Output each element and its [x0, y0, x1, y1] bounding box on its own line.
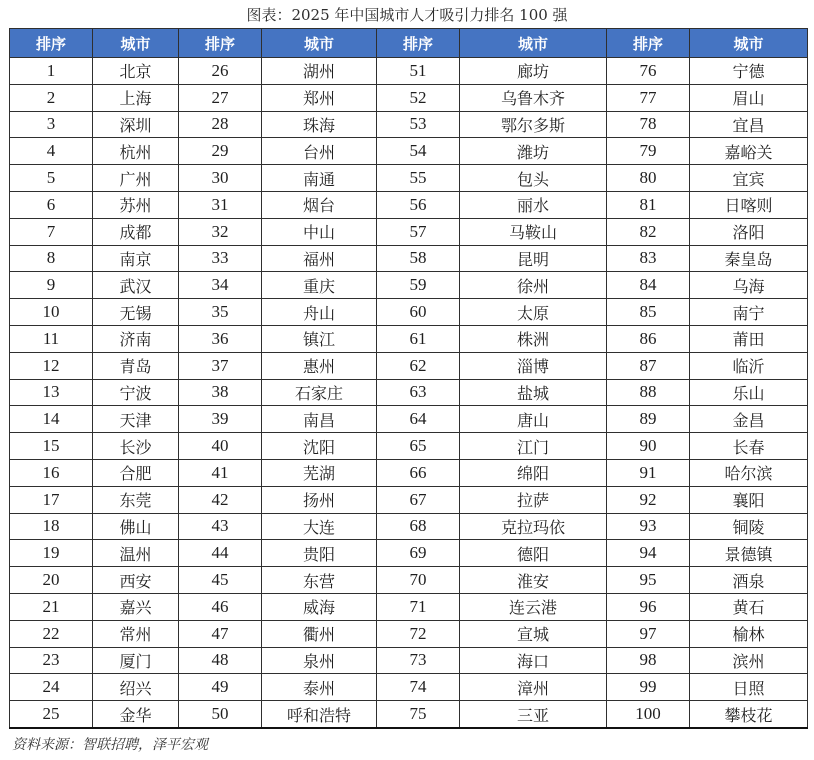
table-row: [10, 513, 808, 540]
rank-cell: 40: [179, 433, 262, 460]
rank-cell: 27: [179, 84, 262, 111]
city-cell: 海口: [460, 647, 607, 674]
city-cell: 大连: [262, 513, 377, 540]
city-cell: 连云港: [460, 593, 607, 620]
city-cell: 滨州: [690, 647, 808, 674]
city-cell: 南京: [93, 245, 179, 272]
city-cell: 攀枝花: [690, 701, 808, 728]
rank-cell: 85: [607, 299, 690, 326]
city-cell: 丽水: [460, 191, 607, 218]
city-cell: 无锡: [93, 299, 179, 326]
rank-cell: 54: [377, 138, 460, 165]
rank-cell: 75: [377, 701, 460, 728]
city-cell: 厦门: [93, 647, 179, 674]
city-cell: 舟山: [262, 299, 377, 326]
rank-cell: 81: [607, 191, 690, 218]
rank-cell: 3: [10, 111, 93, 138]
rank-cell: 78: [607, 111, 690, 138]
rank-cell: 36: [179, 325, 262, 352]
rank-cell: 28: [179, 111, 262, 138]
city-cell: 乐山: [690, 379, 808, 406]
rank-cell: 83: [607, 245, 690, 272]
city-ranking-table: [9, 28, 808, 729]
rank-cell: 42: [179, 486, 262, 513]
rank-cell: 12: [10, 352, 93, 379]
city-cell: 太原: [460, 299, 607, 326]
table-row: [10, 674, 808, 701]
header-rank-2: 排序: [179, 29, 262, 58]
rank-cell: 57: [377, 218, 460, 245]
city-cell: 宁波: [93, 379, 179, 406]
rank-cell: 1: [10, 58, 93, 85]
rank-cell: 10: [10, 299, 93, 326]
city-cell: 长春: [690, 433, 808, 460]
rank-cell: 21: [10, 593, 93, 620]
rank-cell: 11: [10, 325, 93, 352]
rank-cell: 72: [377, 620, 460, 647]
city-cell: 榆林: [690, 620, 808, 647]
city-cell: 北京: [93, 58, 179, 85]
city-cell: 贵阳: [262, 540, 377, 567]
city-cell: 盐城: [460, 379, 607, 406]
rank-cell: 66: [377, 459, 460, 486]
city-cell: 深圳: [93, 111, 179, 138]
rank-cell: 59: [377, 272, 460, 299]
rank-cell: 19: [10, 540, 93, 567]
city-cell: 酒泉: [690, 567, 808, 594]
city-cell: 嘉兴: [93, 593, 179, 620]
rank-cell: 55: [377, 165, 460, 192]
city-cell: 株洲: [460, 325, 607, 352]
city-cell: 福州: [262, 245, 377, 272]
city-cell: 拉萨: [460, 486, 607, 513]
table-title: 图表：2025 年中国城市人才吸引力排名 100 强: [246, 6, 568, 24]
city-cell: 襄阳: [690, 486, 808, 513]
city-cell: 包头: [460, 165, 607, 192]
rank-cell: 13: [10, 379, 93, 406]
rank-cell: 84: [607, 272, 690, 299]
rank-cell: 44: [179, 540, 262, 567]
city-cell: 佛山: [93, 513, 179, 540]
table-row: [10, 593, 808, 620]
rank-cell: 33: [179, 245, 262, 272]
table-row: [10, 352, 808, 379]
rank-cell: 24: [10, 674, 93, 701]
city-cell: 金昌: [690, 406, 808, 433]
rank-cell: 52: [377, 84, 460, 111]
city-cell: 上海: [93, 84, 179, 111]
city-cell: 绍兴: [93, 674, 179, 701]
table-row: [10, 647, 808, 674]
city-cell: 宜昌: [690, 111, 808, 138]
rank-cell: 99: [607, 674, 690, 701]
city-cell: 郑州: [262, 84, 377, 111]
city-cell: 济南: [93, 325, 179, 352]
rank-cell: 92: [607, 486, 690, 513]
table-row: [10, 379, 808, 406]
rank-cell: 63: [377, 379, 460, 406]
city-cell: 沈阳: [262, 433, 377, 460]
rank-cell: 100: [607, 701, 690, 728]
city-cell: 宁德: [690, 58, 808, 85]
city-cell: 景德镇: [690, 540, 808, 567]
rank-cell: 60: [377, 299, 460, 326]
rank-cell: 38: [179, 379, 262, 406]
table-row: [10, 191, 808, 218]
rank-cell: 47: [179, 620, 262, 647]
header-city-4: 城市: [690, 29, 808, 58]
rank-cell: 32: [179, 218, 262, 245]
rank-cell: 5: [10, 165, 93, 192]
city-cell: 合肥: [93, 459, 179, 486]
city-cell: 重庆: [262, 272, 377, 299]
rank-cell: 35: [179, 299, 262, 326]
city-cell: 日照: [690, 674, 808, 701]
city-cell: 衢州: [262, 620, 377, 647]
rank-cell: 25: [10, 701, 93, 728]
rank-cell: 71: [377, 593, 460, 620]
rank-cell: 76: [607, 58, 690, 85]
city-cell: 天津: [93, 406, 179, 433]
rank-cell: 82: [607, 218, 690, 245]
city-cell: 常州: [93, 620, 179, 647]
city-cell: 长沙: [93, 433, 179, 460]
city-cell: 烟台: [262, 191, 377, 218]
city-cell: 鄂尔多斯: [460, 111, 607, 138]
rank-cell: 74: [377, 674, 460, 701]
city-cell: 南昌: [262, 406, 377, 433]
rank-cell: 43: [179, 513, 262, 540]
header-row: [10, 29, 808, 58]
table-row: [10, 620, 808, 647]
rank-cell: 18: [10, 513, 93, 540]
city-cell: 温州: [93, 540, 179, 567]
city-cell: 惠州: [262, 352, 377, 379]
rank-cell: 70: [377, 567, 460, 594]
rank-cell: 68: [377, 513, 460, 540]
table-row: [10, 299, 808, 326]
rank-cell: 88: [607, 379, 690, 406]
city-cell: 中山: [262, 218, 377, 245]
rank-cell: 61: [377, 325, 460, 352]
city-cell: 南宁: [690, 299, 808, 326]
city-cell: 宣城: [460, 620, 607, 647]
header-rank-3: 排序: [377, 29, 460, 58]
city-cell: 黄石: [690, 593, 808, 620]
rank-cell: 4: [10, 138, 93, 165]
source-note: 资料来源：智联招聘，泽平宏观: [12, 737, 208, 753]
rank-cell: 91: [607, 459, 690, 486]
rank-cell: 45: [179, 567, 262, 594]
city-cell: 东莞: [93, 486, 179, 513]
header-city-1: 城市: [93, 29, 179, 58]
rank-cell: 97: [607, 620, 690, 647]
table-row: [10, 138, 808, 165]
rank-cell: 48: [179, 647, 262, 674]
city-cell: 洛阳: [690, 218, 808, 245]
rank-cell: 93: [607, 513, 690, 540]
header-rank-4: 排序: [607, 29, 690, 58]
city-cell: 金华: [93, 701, 179, 728]
table-row: [10, 111, 808, 138]
city-cell: 威海: [262, 593, 377, 620]
city-cell: 克拉玛依: [460, 513, 607, 540]
rank-cell: 73: [377, 647, 460, 674]
city-cell: 莆田: [690, 325, 808, 352]
header-city-2: 城市: [262, 29, 377, 58]
rank-cell: 95: [607, 567, 690, 594]
table-row: [10, 218, 808, 245]
city-cell: 漳州: [460, 674, 607, 701]
rank-cell: 2: [10, 84, 93, 111]
city-cell: 南通: [262, 165, 377, 192]
rank-cell: 17: [10, 486, 93, 513]
rank-cell: 69: [377, 540, 460, 567]
table-row: [10, 58, 808, 85]
rank-cell: 96: [607, 593, 690, 620]
city-cell: 呼和浩特: [262, 701, 377, 728]
rank-cell: 53: [377, 111, 460, 138]
rank-cell: 86: [607, 325, 690, 352]
city-cell: 绵阳: [460, 459, 607, 486]
table-row: [10, 84, 808, 111]
table-row: [10, 165, 808, 192]
city-cell: 珠海: [262, 111, 377, 138]
rank-cell: 56: [377, 191, 460, 218]
city-cell: 三亚: [460, 701, 607, 728]
rank-cell: 30: [179, 165, 262, 192]
rank-cell: 26: [179, 58, 262, 85]
table-row: [10, 567, 808, 594]
city-cell: 泉州: [262, 647, 377, 674]
city-cell: 武汉: [93, 272, 179, 299]
rank-cell: 39: [179, 406, 262, 433]
city-cell: 马鞍山: [460, 218, 607, 245]
city-cell: 成都: [93, 218, 179, 245]
city-cell: 临沂: [690, 352, 808, 379]
header-rank-1: 排序: [10, 29, 93, 58]
table-body: [10, 58, 808, 728]
rank-cell: 79: [607, 138, 690, 165]
city-cell: 秦皇岛: [690, 245, 808, 272]
city-cell: 杭州: [93, 138, 179, 165]
city-cell: 泰州: [262, 674, 377, 701]
city-cell: 唐山: [460, 406, 607, 433]
rank-cell: 80: [607, 165, 690, 192]
rank-cell: 50: [179, 701, 262, 728]
rank-cell: 41: [179, 459, 262, 486]
rank-cell: 94: [607, 540, 690, 567]
rank-cell: 67: [377, 486, 460, 513]
city-cell: 日喀则: [690, 191, 808, 218]
city-cell: 潍坊: [460, 138, 607, 165]
rank-cell: 9: [10, 272, 93, 299]
rank-cell: 20: [10, 567, 93, 594]
rank-cell: 7: [10, 218, 93, 245]
city-cell: 眉山: [690, 84, 808, 111]
rank-cell: 58: [377, 245, 460, 272]
table-row: [10, 701, 808, 728]
rank-cell: 16: [10, 459, 93, 486]
rank-cell: 87: [607, 352, 690, 379]
rank-cell: 14: [10, 406, 93, 433]
rank-cell: 98: [607, 647, 690, 674]
rank-cell: 49: [179, 674, 262, 701]
city-cell: 廊坊: [460, 58, 607, 85]
rank-cell: 29: [179, 138, 262, 165]
city-cell: 镇江: [262, 325, 377, 352]
table-row: [10, 325, 808, 352]
header-city-3: 城市: [460, 29, 607, 58]
city-cell: 苏州: [93, 191, 179, 218]
table-row: [10, 486, 808, 513]
city-cell: 江门: [460, 433, 607, 460]
city-cell: 扬州: [262, 486, 377, 513]
table-row: [10, 459, 808, 486]
table-row: [10, 245, 808, 272]
city-cell: 青岛: [93, 352, 179, 379]
rank-cell: 37: [179, 352, 262, 379]
city-cell: 德阳: [460, 540, 607, 567]
city-cell: 昆明: [460, 245, 607, 272]
city-cell: 哈尔滨: [690, 459, 808, 486]
city-cell: 台州: [262, 138, 377, 165]
table-row: [10, 406, 808, 433]
rank-cell: 51: [377, 58, 460, 85]
city-cell: 石家庄: [262, 379, 377, 406]
city-cell: 嘉峪关: [690, 138, 808, 165]
rank-cell: 62: [377, 352, 460, 379]
rank-cell: 6: [10, 191, 93, 218]
table-row: [10, 540, 808, 567]
rank-cell: 65: [377, 433, 460, 460]
city-cell: 乌鲁木齐: [460, 84, 607, 111]
city-cell: 淮安: [460, 567, 607, 594]
city-cell: 广州: [93, 165, 179, 192]
city-cell: 西安: [93, 567, 179, 594]
rank-cell: 89: [607, 406, 690, 433]
rank-cell: 46: [179, 593, 262, 620]
city-cell: 淄博: [460, 352, 607, 379]
rank-cell: 90: [607, 433, 690, 460]
city-cell: 芜湖: [262, 459, 377, 486]
rank-cell: 23: [10, 647, 93, 674]
city-cell: 东营: [262, 567, 377, 594]
rank-cell: 64: [377, 406, 460, 433]
rank-cell: 77: [607, 84, 690, 111]
rank-cell: 34: [179, 272, 262, 299]
rank-cell: 8: [10, 245, 93, 272]
rank-cell: 15: [10, 433, 93, 460]
city-cell: 铜陵: [690, 513, 808, 540]
city-cell: 湖州: [262, 58, 377, 85]
city-cell: 宜宾: [690, 165, 808, 192]
table-row: [10, 272, 808, 299]
rank-cell: 31: [179, 191, 262, 218]
rank-cell: 22: [10, 620, 93, 647]
city-cell: 乌海: [690, 272, 808, 299]
city-cell: 徐州: [460, 272, 607, 299]
table-row: [10, 433, 808, 460]
